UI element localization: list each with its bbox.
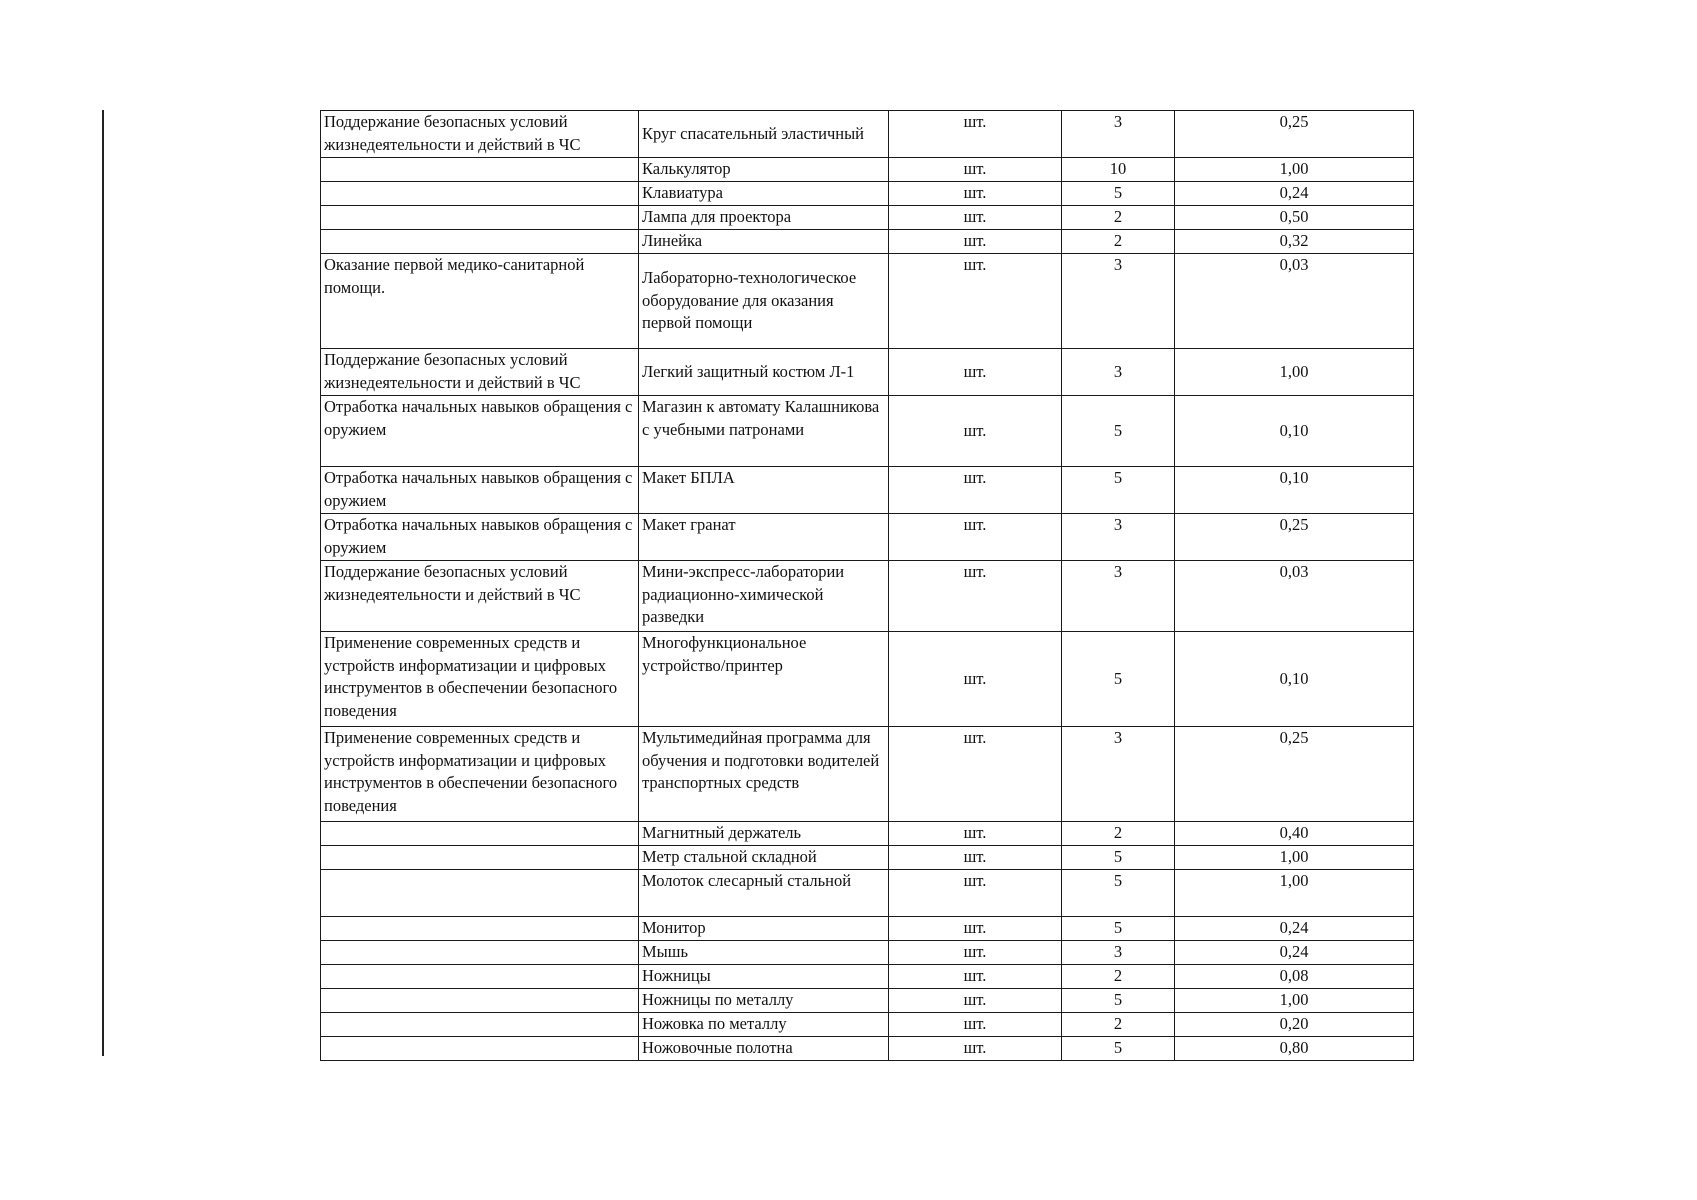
coefficient-cell: 0,10 [1175,396,1414,467]
item-cell: Монитор [639,917,889,941]
table-row [321,632,1414,727]
activity-cell [321,206,639,230]
item-cell: Макет БПЛА [639,467,889,514]
coefficient-cell: 0,08 [1175,965,1414,989]
table-row [321,230,1414,254]
quantity-cell: 5 [1062,989,1175,1013]
table-row [321,941,1414,965]
coefficient-cell: 0,32 [1175,230,1414,254]
activity-cell: Отработка начальных навыков обращения с оружием [321,396,639,467]
coefficient-cell: 1,00 [1175,349,1414,396]
item-cell: Ножовка по металлу [639,1013,889,1037]
item-cell: Многофункциональное устройство/принтер [639,632,889,727]
item-cell: Магазин к автомату Калашникова с учебными патронами [639,396,889,467]
activity-cell [321,846,639,870]
quantity-cell: 2 [1062,965,1175,989]
item-cell: Мультимедийная программа для обучения и подготовки водителей транспортных средств [639,727,889,822]
item-cell: Магнитный держатель [639,822,889,846]
table-row [321,111,1414,158]
unit-cell: шт. [889,989,1062,1013]
unit-cell: шт. [889,965,1062,989]
quantity-cell: 3 [1062,349,1175,396]
quantity-cell: 5 [1062,632,1175,727]
coefficient-cell: 0,40 [1175,822,1414,846]
activity-cell [321,230,639,254]
coefficient-cell: 0,03 [1175,254,1414,349]
item-cell: Мини-экспресс-лаборатории радиационно-химической разведки [639,561,889,632]
quantity-cell: 5 [1062,467,1175,514]
coefficient-cell: 0,24 [1175,941,1414,965]
coefficient-cell: 0,50 [1175,206,1414,230]
table-row [321,1037,1414,1061]
coefficient-cell: 0,80 [1175,1037,1414,1061]
table-row [321,727,1414,822]
unit-cell: шт. [889,561,1062,632]
unit-cell: шт. [889,941,1062,965]
item-cell: Ножовочные полотна [639,1037,889,1061]
unit-cell: шт. [889,846,1062,870]
unit-cell: шт. [889,206,1062,230]
quantity-cell: 2 [1062,822,1175,846]
item-cell: Лампа для проектора [639,206,889,230]
activity-cell [321,182,639,206]
activity-cell: Поддержание безопасных условий жизнедеятельности и действий в ЧС [321,349,639,396]
quantity-cell: 5 [1062,1037,1175,1061]
quantity-cell: 3 [1062,727,1175,822]
page-margin-rule [102,110,104,1056]
table-row [321,467,1414,514]
quantity-cell: 3 [1062,941,1175,965]
activity-cell [321,158,639,182]
coefficient-cell: 0,20 [1175,1013,1414,1037]
unit-cell: шт. [889,158,1062,182]
unit-cell: шт. [889,182,1062,206]
item-cell: Метр стальной складной [639,846,889,870]
table-row [321,349,1414,396]
item-cell: Круг спасательный эластичный [639,111,889,158]
coefficient-cell: 1,00 [1175,158,1414,182]
activity-cell [321,870,639,917]
coefficient-cell: 0,10 [1175,467,1414,514]
item-cell: Калькулятор [639,158,889,182]
quantity-cell: 5 [1062,846,1175,870]
item-cell: Мышь [639,941,889,965]
coefficient-cell: 0,24 [1175,917,1414,941]
activity-cell [321,1013,639,1037]
unit-cell: шт. [889,111,1062,158]
table-row [321,965,1414,989]
activity-cell [321,1037,639,1061]
unit-cell: шт. [889,349,1062,396]
equipment-table-body [321,111,1414,1061]
coefficient-cell: 1,00 [1175,870,1414,917]
quantity-cell: 2 [1062,206,1175,230]
activity-cell [321,917,639,941]
activity-cell: Поддержание безопасных условий жизнедеятельности и действий в ЧС [321,111,639,158]
item-cell: Линейка [639,230,889,254]
quantity-cell: 5 [1062,182,1175,206]
item-cell: Ножницы по металлу [639,989,889,1013]
table-row [321,561,1414,632]
activity-cell: Отработка начальных навыков обращения с оружием [321,514,639,561]
coefficient-cell: 0,03 [1175,561,1414,632]
coefficient-cell: 1,00 [1175,846,1414,870]
table-row [321,1013,1414,1037]
table-row [321,396,1414,467]
unit-cell: шт. [889,514,1062,561]
item-cell: Лабораторно-технологическое оборудование для оказания первой помощи [639,254,889,349]
activity-cell [321,989,639,1013]
table-row [321,989,1414,1013]
table-row [321,182,1414,206]
coefficient-cell: 0,25 [1175,514,1414,561]
table-row [321,254,1414,349]
item-cell: Макет гранат [639,514,889,561]
activity-cell: Поддержание безопасных условий жизнедеятельности и действий в ЧС [321,561,639,632]
activity-cell: Оказание первой медико-санитарной помощи. [321,254,639,349]
item-cell: Легкий защитный костюм Л-1 [639,349,889,396]
quantity-cell: 5 [1062,396,1175,467]
unit-cell: шт. [889,870,1062,917]
unit-cell: шт. [889,822,1062,846]
coefficient-cell: 0,25 [1175,111,1414,158]
coefficient-cell: 0,24 [1175,182,1414,206]
table-row [321,206,1414,230]
item-cell: Клавиатура [639,182,889,206]
table-row [321,514,1414,561]
activity-cell [321,941,639,965]
unit-cell: шт. [889,254,1062,349]
item-cell: Ножницы [639,965,889,989]
quantity-cell: 3 [1062,111,1175,158]
coefficient-cell: 0,25 [1175,727,1414,822]
item-cell: Молоток слесарный стальной [639,870,889,917]
activity-cell [321,965,639,989]
table-row [321,158,1414,182]
quantity-cell: 5 [1062,917,1175,941]
unit-cell: шт. [889,396,1062,467]
quantity-cell: 3 [1062,561,1175,632]
quantity-cell: 5 [1062,870,1175,917]
unit-cell: шт. [889,917,1062,941]
equipment-table [320,110,1414,1061]
unit-cell: шт. [889,632,1062,727]
unit-cell: шт. [889,230,1062,254]
activity-cell: Применение современных средств и устройств информатизации и цифровых инструментов в обеспечении безопасного поведения [321,632,639,727]
activity-cell [321,822,639,846]
activity-cell: Применение современных средств и устройств информатизации и цифровых инструментов в обеспечении безопасного поведения [321,727,639,822]
quantity-cell: 10 [1062,158,1175,182]
table-row [321,846,1414,870]
coefficient-cell: 1,00 [1175,989,1414,1013]
unit-cell: шт. [889,1037,1062,1061]
activity-cell: Отработка начальных навыков обращения с оружием [321,467,639,514]
quantity-cell: 3 [1062,514,1175,561]
quantity-cell: 3 [1062,254,1175,349]
quantity-cell: 2 [1062,1013,1175,1037]
unit-cell: шт. [889,467,1062,514]
coefficient-cell: 0,10 [1175,632,1414,727]
unit-cell: шт. [889,1013,1062,1037]
table-row [321,822,1414,846]
table-row [321,870,1414,917]
quantity-cell: 2 [1062,230,1175,254]
table-row [321,917,1414,941]
unit-cell: шт. [889,727,1062,822]
